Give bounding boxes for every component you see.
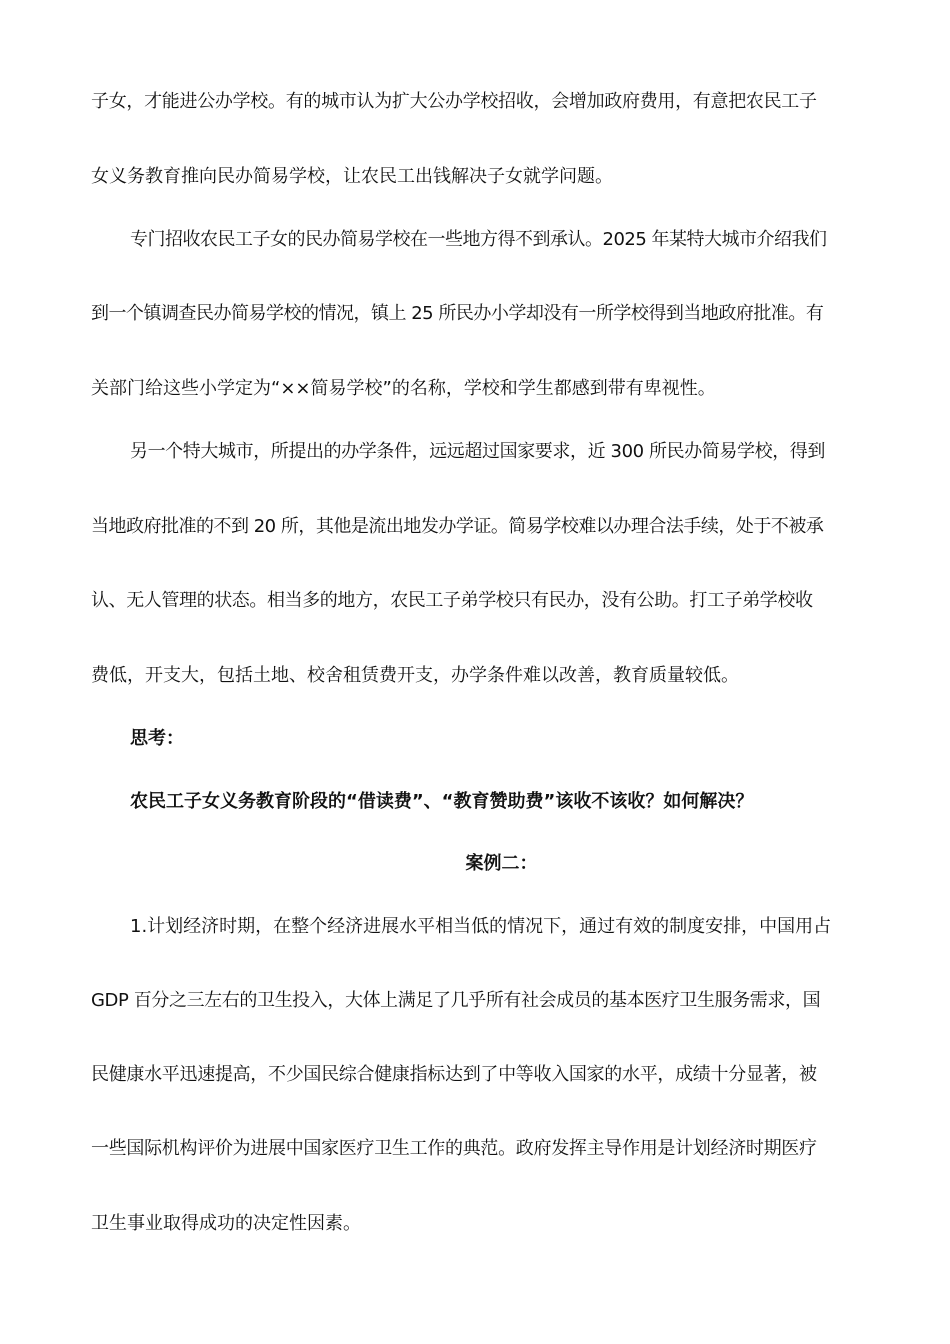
paragraph-line: 1.计划经济时期，在整个经济进展水平相当低的情况下，通过有效的制度安排，中国用占 xyxy=(130,916,832,937)
paragraph-line: 关部门给这些小学定为“××简易学校”的名称，学校和学生都感到带有卑视性。 xyxy=(91,378,716,399)
paragraph-line: 到一个镇调查民办简易学校的情况，镇上 25 所民办小学却没有一所学校得到当地政府批准。有 xyxy=(91,303,824,324)
paragraph-line: 专门招收农民工子女的民办简易学校在一些地方得不到承认。2025 年某特大城市介绍我们 xyxy=(130,229,827,250)
paragraph-line: GDP 百分之三左右的卫生投入，大体上满足了几乎所有社会成员的基本医疗卫生服务需求，国 xyxy=(91,990,821,1011)
paragraph-line: 一些国际机构评价为进展中国家医疗卫生工作的典范。政府发挥主导作用是计划经济时期医疗 xyxy=(91,1138,817,1159)
paragraph-line: 费低，开支大，包括土地、校舍租赁费开支，办学条件难以改善，教育质量较低。 xyxy=(91,665,739,686)
case-heading: 案例二： xyxy=(465,853,538,874)
paragraph-line: 认、无人管理的状态。相当多的地方，农民工子弟学校只有民办，没有公助。打工子弟学校收 xyxy=(91,590,813,611)
paragraph-line: 女义务教育推向民办简易学校，让农民工出钱解决子女就学问题。 xyxy=(91,166,613,187)
paragraph-line: 卫生事业取得成功的决定性因素。 xyxy=(91,1213,361,1234)
paragraph-line: 子女，才能进公办学校。有的城市认为扩大公办学校招收，会增加政府费用，有意把农民工子 xyxy=(91,91,817,112)
think-heading: 思考： xyxy=(130,728,184,749)
paragraph-line: 另一个特大城市，所提出的办学条件，远远超过国家要求，近 300 所民办简易学校，得到 xyxy=(130,441,825,462)
paragraph-line: 民健康水平迅速提高，不少国民综合健康指标达到了中等收入国家的水平，成绩十分显著，被 xyxy=(91,1064,817,1085)
think-question: 农民工子女义务教育阶段的“借读费”、“教育赞助费”该收不该收？如何解决？ xyxy=(130,791,754,812)
paragraph-line: 当地政府批准的不到 20 所，其他是流出地发办学证。简易学校难以办理合法手续，处于不被承 xyxy=(91,516,824,537)
